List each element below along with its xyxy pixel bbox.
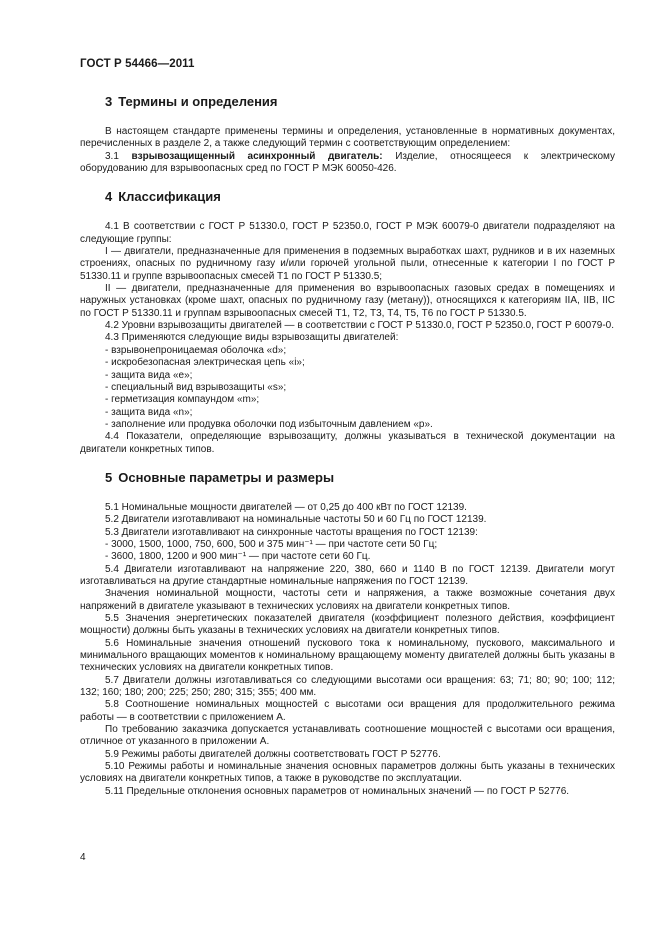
paragraph: 5.10 Режимы работы и номинальные значения основных параметров должны быть указаны в технических условиях на двигатели конкретных типов, а также в руководстве по эксплуатации. [80, 761, 615, 785]
page-number: 4 [80, 852, 86, 863]
paragraph: 4.4 Показатели, определяющие взрывозащиту, должны указываться в технической документации на двигатели конкретных типов. [80, 431, 615, 455]
list-item: - 3600, 1800, 1200 и 900 мин⁻¹ — при частоте сети 60 Гц. [105, 551, 371, 563]
section-heading [80, 189, 615, 205]
paragraph: 5.6 Номинальные значения отношений пускового тока к номинальному, пускового, максимального и минимального вращающих моментов к номинальному вращающему моменту двигателей должны быть указаны в технических условиях на двигатели конкретных типов. [80, 637, 615, 674]
list-item: - специальный вид взрывозащиты «s»; [105, 381, 287, 393]
section-classification [80, 189, 615, 456]
paragraph: 5.7 Двигатели должны изготавливаться со следующими высотами оси вращения: 63; 71; 80; 90; 100; 112; 132; 160; 180; 200; 225; 250; 280; 315; 355; 400 мм. [80, 674, 615, 699]
section-heading [80, 470, 615, 486]
paragraph: I — двигатели, предназначенные для применения в подземных выработках шахт, рудников и в их наземных строениях, опасных по рудничному газу и/или горючей угольной пыли, отнесенные к категории I по ГОСТ Р 51330.11 и группе взрывоопасных смесей Т1 по ГОСТ Р 51330.5; [80, 246, 615, 282]
paragraph: По требованию заказчика допускается устанавливать соотношение мощностей с высотами оси вращения, отличное от указанного в приложении А. [80, 724, 615, 748]
paragraph: 4.1 В соответствии с ГОСТ Р 51330.0, ГОСТ Р 52350.0, ГОСТ Р МЭК 60079-0 двигатели подразделяют на следующие группы: [80, 221, 615, 245]
list-item: - заполнение или продувка оболочки под избыточным давлением «р». [105, 418, 433, 430]
list-item: - искробезопасная электрическая цепь «i»; [105, 357, 305, 369]
section-title: Основные параметры и размеры [118, 469, 335, 485]
section-number: 3 [105, 94, 113, 109]
paragraph: 5.11 Предельные отклонения основных параметров от номинальных значений — по ГОСТ Р 52776. [105, 785, 570, 797]
paragraph: 5.3 Двигатели изготавливают на синхронные частоты вращения по ГОСТ 12139: [105, 526, 478, 538]
document-body [80, 90, 615, 798]
section-parameters [80, 470, 615, 798]
document-header: ГОСТ Р 54466—2011 [80, 58, 195, 70]
section-number: 5 [105, 469, 113, 485]
list-item: - взрывонепроницаемая оболочка «d»; [105, 344, 287, 356]
section-terms [80, 94, 615, 175]
section-heading [80, 94, 615, 110]
list-item: - защита вида «n»; [105, 406, 193, 418]
paragraph: 5.4 Двигатели изготавливают на напряжение 220, 380, 660 и 1140 В по ГОСТ 12139. Двигатели могут изготавливаться на другие стандартные номинальные напряжения по ГОСТ 12139. [80, 563, 615, 587]
paragraph: 5.5 Значения энергетических показателей двигателя (коэффициент полезного действия, коэффициент мощности) должны быть указаны в технических условиях на двигатели конкретных типов. [80, 613, 615, 637]
paragraph: 5.2 Двигатели изготавливают на номинальные частоты 50 и 60 Гц по ГОСТ 12139. [105, 514, 487, 526]
section-title: Классификация [118, 189, 221, 205]
definition: Изделие, относящееся к электрическому оборудованию для взрывоопасных сред по ГОСТ Р МЭК 60050-426. [80, 150, 615, 175]
clause-number: 3.1 [105, 150, 119, 162]
section-title: Термины и определения [118, 94, 278, 109]
section-number: 4 [105, 189, 113, 205]
paragraph: 5.1 Номинальные мощности двигателей — от 0,25 до 400 кВт по ГОСТ 12139. [105, 501, 467, 513]
list-item: - защита вида «е»; [105, 369, 193, 381]
paragraph: 5.9 Режимы работы двигателей должны соответствовать ГОСТ Р 52776. [105, 748, 441, 760]
paragraph: 4.3 Применяются следующие виды взрывозащиты двигателей: [105, 332, 399, 344]
paragraph: II — двигатели, предназначенные для применения во взрывоопасных газовых средах в помещениях и наружных установках (кроме шахт, опасных по рудничному газу (метану)), относящихся к категориям IIA, IIB, IIC по ГОСТ Р 51330.11 и группам взрывоопасных смесей Т1, Т2, Т3, Т4, Т5, Т6 по ГОСТ Р 51330.5. [80, 283, 615, 319]
paragraph: 5.8 Соотношение номинальных мощностей с высотами оси вращения для продолжительного режима работы — в соответствии с приложением А. [80, 699, 615, 723]
term-definition [80, 151, 615, 176]
list-item: - 3000, 1500, 1000, 750, 600, 500 и 375 мин⁻¹ — при частоте сети 50 Гц; [105, 538, 438, 550]
paragraph: В настоящем стандарте применены термины и определения, установленные в нормативных документах, перечисленных в разделе 2, а также следующий термин с соответствующим определением: [80, 126, 615, 150]
term: взрывозащищенный асинхронный двигатель: [131, 150, 383, 162]
list-item: - герметизация компаундом «m»; [105, 394, 260, 406]
paragraph: 4.2 Уровни взрывозащиты двигателей — в соответствии с ГОСТ Р 51330.0, ГОСТ Р 52350.0, ГОСТ Р 60079-0. [105, 320, 614, 332]
paragraph: Значения номинальной мощности, частоты сети и напряжения, а также возможные сочетания двух напряжений в двигателе указывают в технических условиях на двигатели конкретных типов. [80, 588, 615, 612]
